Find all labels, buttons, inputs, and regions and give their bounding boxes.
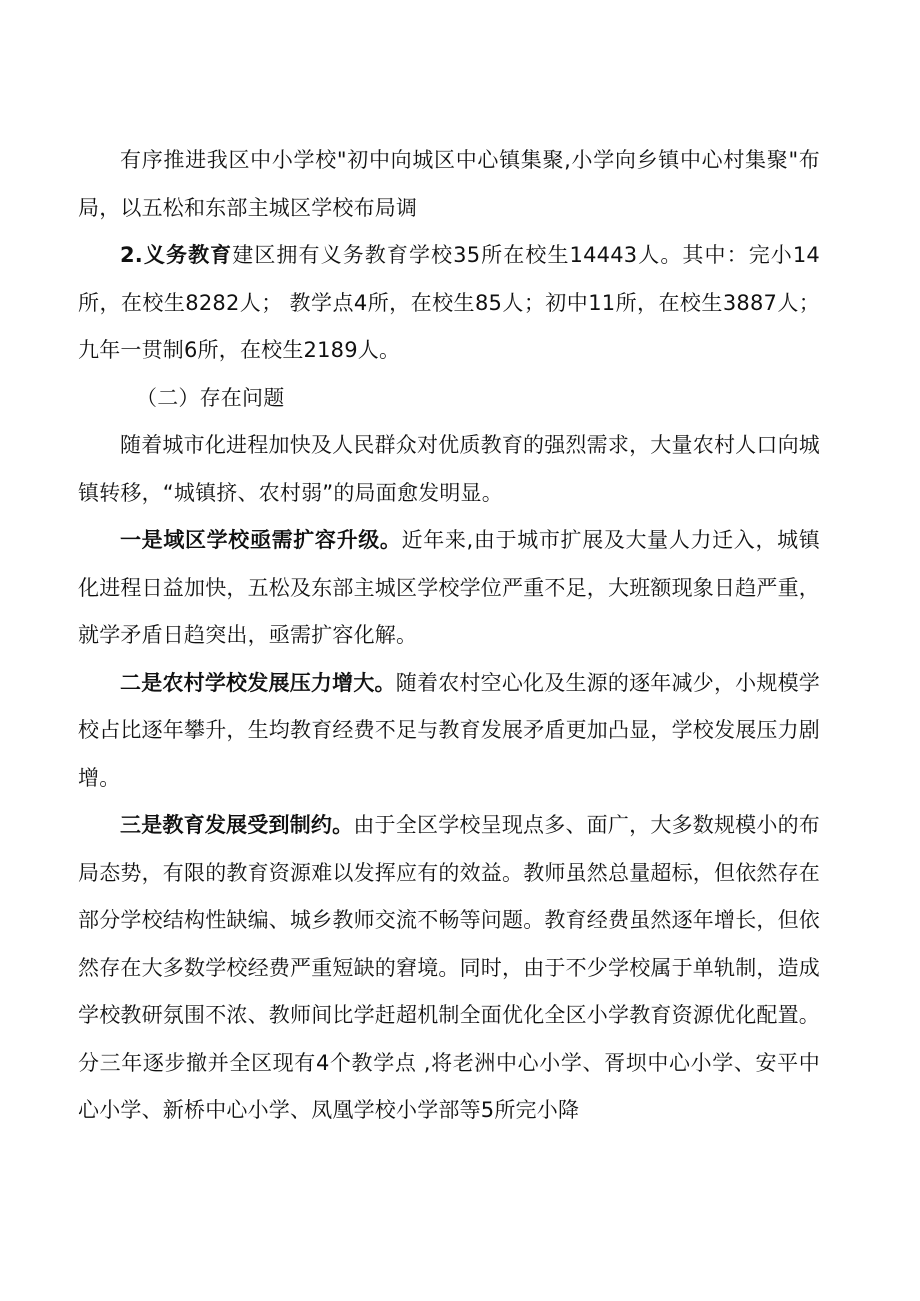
paragraph-problem-three <box>78 802 820 1135</box>
paragraph-text: 有序推进我区中小学校"初中向城区中心镇集聚,小学向乡镇中心村集聚"布局，以五松和东部主城区学校布局调 <box>78 148 820 220</box>
paragraph-urbanization <box>78 422 820 517</box>
paragraph-problem-two <box>78 660 820 803</box>
paragraph-layout-adjustment <box>78 137 820 232</box>
paragraph-lead: 二是农村学校发展压力增大。 <box>120 670 396 695</box>
paragraph-text: 近年来,由于城市扩展及大量人力迁入，城镇化进程日益加快，五松及东部主城区学校学位严重不足，大班额现象日趋严重，就学矛盾日趋突出，亟需扩容化解。 <box>78 528 820 647</box>
paragraph-text: 随着城市化进程加快及人民群众对优质教育的强烈需求，大量农村人口向城镇转移，“城镇挤、农村弱”的局面愈发明显。 <box>78 433 820 505</box>
paragraph-text: 由于全区学校呈现点多、面广，大多数规模小的布局态势，有限的教育资源难以发挥应有的效益。教师虽然总量超标，但依然存在部分学校结构性缺编、城乡教师交流不畅等问题。教育经费虽然逐年增长，但依然存在大多数学校经费严重短缺的窘境。同时，由于不少学校属于单轨制，造成学校教研氛围不浓、教师间比学赶超机制全面优化全区小学教育资源优化配置。分三年逐步撤并全区现有4个教学点 ,将老洲中心小学、胥坝中心小学、安平中心小学、新桥中心小学、凤凰学校小学部等5所完小降 <box>78 813 820 1122</box>
paragraph-text: 随着农村空心化及生源的逐年减少，小规模学校占比逐年攀升，生均教育经费不足与教育发展矛盾更加凸显，学校发展压力剧增。 <box>78 670 820 790</box>
paragraph-lead: 2.义务教育 <box>120 243 233 267</box>
paragraph-text: （二）存在问题 <box>136 385 285 410</box>
paragraph-compulsory-education <box>78 232 820 375</box>
paragraph-lead: 三是教育发展受到制约。 <box>120 813 354 837</box>
section-heading-problems <box>78 375 820 423</box>
paragraph-problem-one <box>78 517 820 660</box>
paragraph-lead: 一是域区学校亟需扩容升级。 <box>120 528 402 552</box>
paragraph-text: 建区拥有义务教育学校35所在校生14443人。其中：完小14所，在校生8282人； 教学点4所，在校生85人；初中11所，在校生3887人；九年一贯制6所，在校生2189人。 <box>78 243 820 362</box>
